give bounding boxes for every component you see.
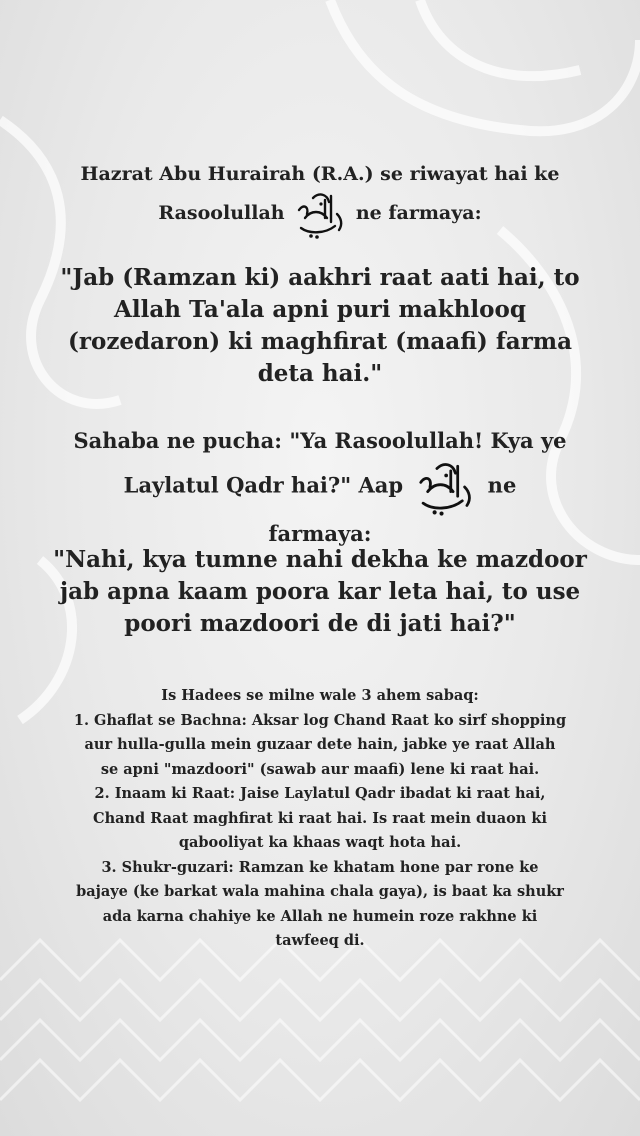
lessons-line: 2. Inaam ki Raat: Jaise Laylatul Qadr ibadat ki raat hai, — [94, 785, 546, 802]
quote2-line-1: "Nahi, kya tumne nahi dekha ke mazdoor — [53, 546, 587, 573]
lessons-line: aur hulla-gulla mein guzaar dete hain, jabke ye raat Allah — [84, 736, 556, 753]
quote1-line-2: Allah Ta'ala apni puri makhlooq — [114, 296, 526, 323]
lessons-line: Chand Raat maghfirat ki raat hai. Is raat mein duaon ki — [93, 809, 547, 827]
sahaba-ne: ne — [487, 472, 517, 498]
lessons-heading: Is Hadees se milne wale 3 ahem sabaq: — [161, 687, 479, 704]
intro-line-2 — [20, 188, 620, 240]
lessons-line: tawfeeq di. — [275, 932, 365, 949]
quote2-line-2: jab apna kaam poora kar leta hai, to use — [59, 578, 581, 605]
quote1-line-3: (rozedaron) ki maghfirat (maafi) farma — [68, 328, 572, 355]
intro-text — [20, 160, 620, 240]
hadith-quote-2 — [20, 544, 620, 640]
quote2-line-3: poori mazdoori de di jati hai?" — [124, 610, 516, 637]
lessons-line: ada karna chahiye ke Allah ne humein roze rakhne ki — [102, 907, 538, 925]
quote1-line-4: deta hai." — [257, 360, 383, 387]
lessons-line: se apni "mazdoori" (sawab aur maafi) lene ki raat hai. — [100, 760, 540, 778]
sahaba-question — [20, 424, 620, 550]
sahaba-line-2 — [20, 457, 620, 517]
lessons-line: 3. Shukr-guzari: Ramzan ke khatam hone par rone ke — [101, 858, 539, 876]
intro-line-1: Hazrat Abu Hurairah (R.A.) se riwayat hai ke — [80, 163, 560, 185]
sahaba-line-3: farmaya: — [268, 521, 372, 546]
sahaba-laylatul-qadr: Laylatul Qadr hai?" Aap — [123, 472, 404, 498]
intro-ne-farmaya: ne farmaya: — [355, 202, 482, 224]
intro-rasoolullah: Rasoolullah — [158, 202, 285, 224]
lessons-section — [20, 684, 620, 954]
quote1-line-1: "Jab (Ramzan ki) aakhri raat aati hai, to — [60, 264, 580, 291]
hadith-quote-1 — [20, 262, 620, 390]
lessons-line: 1. Ghaflat se Bachna: Aksar log Chand Raat ko sirf shopping — [73, 711, 567, 729]
salawat-calligraphy-icon — [410, 457, 480, 517]
lessons-line: bajaye (ke barkat wala mahina chala gaya), is baat ka shukr — [76, 883, 564, 900]
salawat-calligraphy-icon — [291, 188, 349, 240]
sahaba-line-1: Sahaba ne pucha: "Ya Rasoolullah! Kya ye — [73, 428, 567, 453]
lessons-line: qabooliyat ka khaas waqt hota hai. — [178, 834, 462, 851]
